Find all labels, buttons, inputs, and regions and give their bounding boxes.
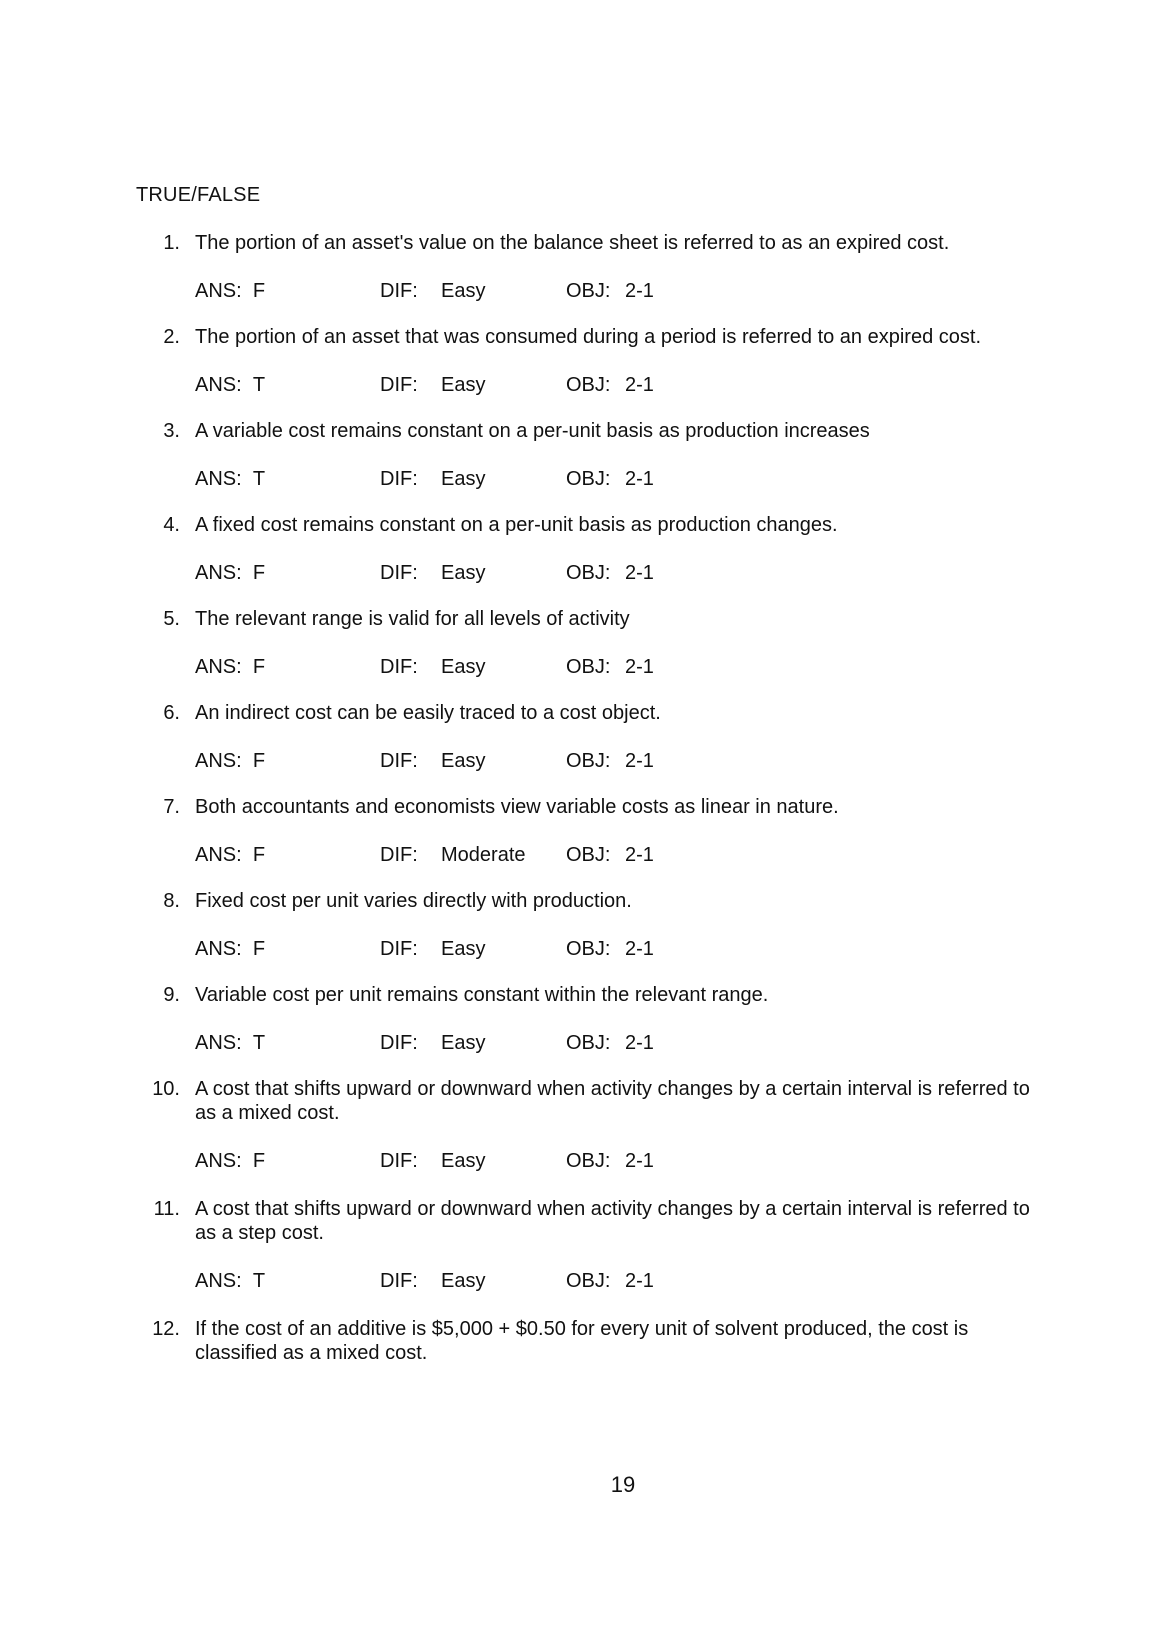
ans-value: F [252,656,266,678]
obj-value: 2-1 [625,844,654,866]
obj-value: 2-1 [625,1150,654,1172]
question-number: 1. [163,232,180,254]
ans-value: F [252,844,266,866]
ans-label: ANS: [195,750,242,772]
obj-value: 2-1 [625,280,654,302]
obj-label: OBJ: [566,1150,611,1172]
answer [195,1269,265,1293]
dif-value: Easy [441,750,486,772]
ans-label: ANS: [195,1032,242,1054]
dif-label: DIF: [380,468,418,490]
question-number: 3. [163,420,180,442]
obj-label: OBJ: [566,656,611,678]
question-text: The portion of an asset that was consumed during a period is referred to an expired cost. [195,326,981,348]
ans-value: T [252,1032,266,1054]
ans-value: T [252,374,266,396]
obj-label: OBJ: [566,562,611,584]
question-text: Fixed cost per unit varies directly with production. [195,890,632,912]
ans-label: ANS: [195,938,242,960]
question-number: 4. [163,514,180,536]
answer [195,1149,265,1173]
question-number: 7. [163,796,180,818]
dif-label: DIF: [380,656,418,678]
ans-value: F [252,562,266,584]
question-number: 5. [163,608,180,630]
ans-value: T [252,1270,266,1292]
ans-value: F [252,280,266,302]
obj-label: OBJ: [566,750,611,772]
answer [195,467,265,491]
ans-label: ANS: [195,468,242,490]
obj-value: 2-1 [625,1270,654,1292]
obj-label: OBJ: [566,1270,611,1292]
question-number: 10. [152,1078,180,1100]
obj-value: 2-1 [625,938,654,960]
answer [195,843,265,867]
dif-label: DIF: [380,374,418,396]
obj-label: OBJ: [566,844,611,866]
ans-label: ANS: [195,374,242,396]
dif-value: Easy [441,468,486,490]
obj-label: OBJ: [566,1032,611,1054]
question-number: 11. [153,1198,180,1220]
obj-value: 2-1 [625,374,654,396]
dif-value: Easy [441,562,486,584]
answer [195,749,265,773]
question-text: An indirect cost can be easily traced to a cost object. [195,702,661,724]
dif-label: DIF: [380,562,418,584]
dif-value: Easy [441,1032,486,1054]
question-text: A cost that shifts upward or downward when activity changes by a certain interval is referred to as a mixed cost. [195,1078,1030,1124]
answer [195,655,265,679]
dif-label: DIF: [380,1150,418,1172]
answer [195,279,265,303]
obj-label: OBJ: [566,938,611,960]
dif-value: Moderate [441,844,526,866]
question-text: If the cost of an additive is $5,000 + $0.50 for every unit of solvent produced, the cost is classified as a mixed cost. [195,1318,969,1364]
dif-value: Easy [441,1150,486,1172]
section-title: TRUE/FALSE [136,184,261,206]
ans-label: ANS: [195,1150,242,1172]
question-text: The relevant range is valid for all levels of activity [195,608,630,630]
dif-value: Easy [441,280,486,302]
answer [195,561,265,585]
ans-value: T [252,468,266,490]
obj-value: 2-1 [625,562,654,584]
question-number: 2. [163,326,180,348]
dif-value: Easy [441,656,486,678]
ans-value: F [252,750,266,772]
question-text: A fixed cost remains constant on a per-unit basis as production changes. [195,514,838,536]
ans-label: ANS: [195,562,242,584]
page-number: 19 [610,1472,636,1497]
ans-value: F [252,938,266,960]
dif-value: Easy [441,938,486,960]
dif-label: DIF: [380,1032,418,1054]
obj-value: 2-1 [625,1032,654,1054]
question-text: Variable cost per unit remains constant within the relevant range. [195,984,769,1006]
question-number: 6. [163,702,180,724]
answer [195,1031,265,1055]
question-number: 9. [163,984,180,1006]
obj-value: 2-1 [625,750,654,772]
answer [195,937,265,961]
dif-label: DIF: [380,1270,418,1292]
question-text: A cost that shifts upward or downward when activity changes by a certain interval is referred to as a step cost. [195,1198,1030,1244]
ans-label: ANS: [195,656,242,678]
question-number: 12. [152,1318,180,1340]
obj-value: 2-1 [625,468,654,490]
obj-label: OBJ: [566,280,611,302]
dif-value: Easy [441,374,486,396]
obj-value: 2-1 [625,656,654,678]
dif-value: Easy [441,1270,486,1292]
dif-label: DIF: [380,938,418,960]
obj-label: OBJ: [566,374,611,396]
answer [195,373,265,397]
question-text: Both accountants and economists view variable costs as linear in nature. [195,796,839,818]
dif-label: DIF: [380,844,418,866]
dif-label: DIF: [380,750,418,772]
obj-label: OBJ: [566,468,611,490]
ans-label: ANS: [195,1270,242,1292]
question-number: 8. [163,890,180,912]
dif-label: DIF: [380,280,418,302]
ans-label: ANS: [195,844,242,866]
ans-value: F [252,1150,266,1172]
question-text: The portion of an asset's value on the balance sheet is referred to as an expired cost. [195,232,950,254]
question-text: A variable cost remains constant on a per-unit basis as production increases [195,420,870,442]
ans-label: ANS: [195,280,242,302]
